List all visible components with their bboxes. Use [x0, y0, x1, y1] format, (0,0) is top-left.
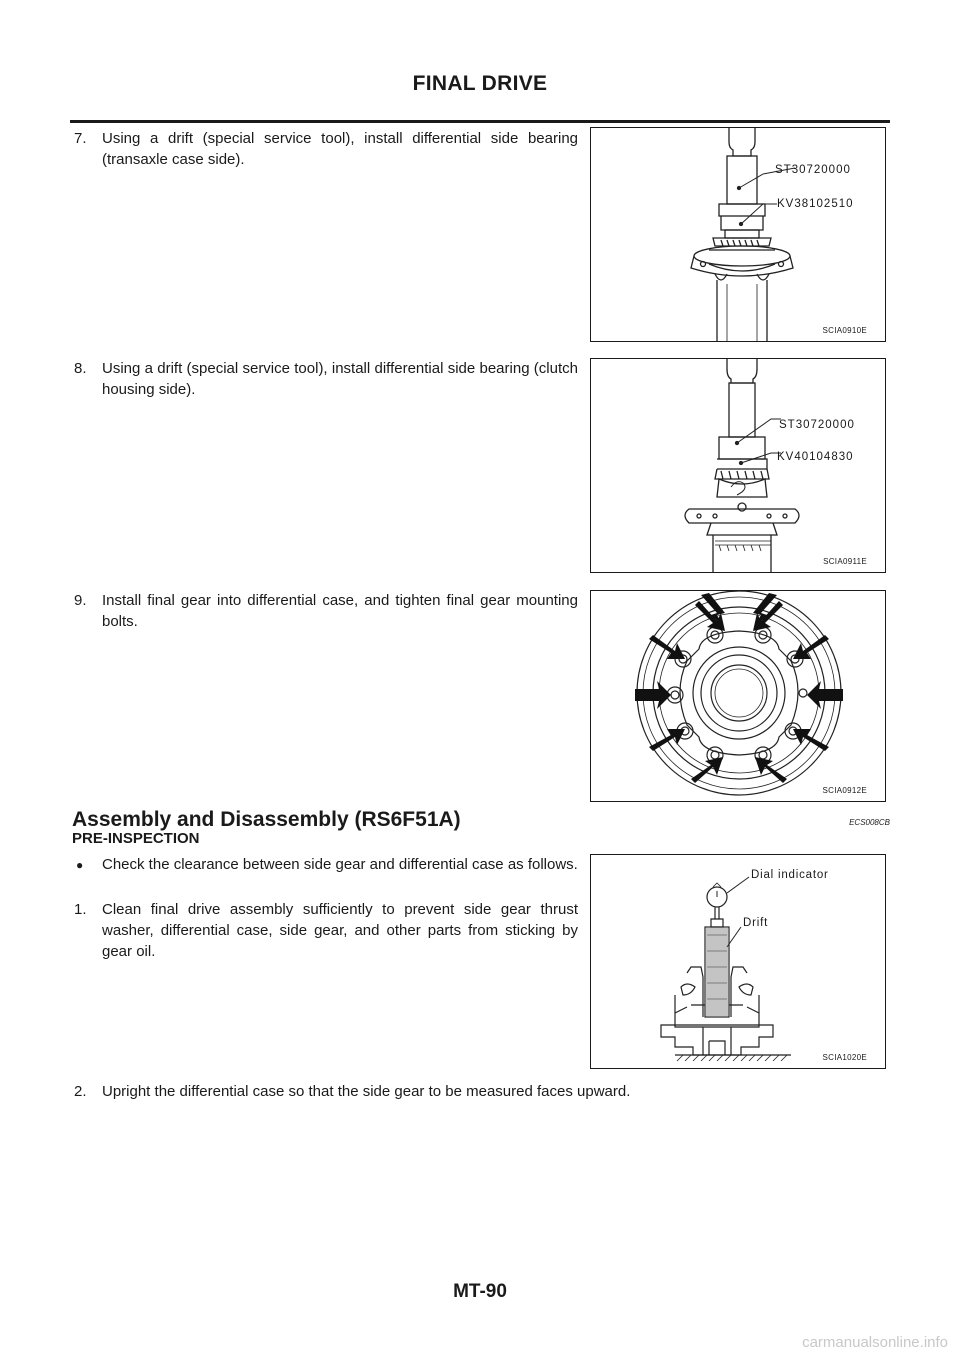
- step-text: Using a drift (special service tool), install differential side bearing (transaxle case side).: [102, 130, 578, 168]
- drift-illustration: [591, 128, 885, 341]
- step-text: Using a drift (special service tool), install differential side bearing (clutch housing side).: [102, 360, 578, 398]
- header-rule: [70, 120, 890, 123]
- step-text: Clean final drive assembly sufficiently to prevent side gear thrust washer, differential case, side gear, and other parts from sticking by gear oil.: [102, 901, 578, 960]
- dial-indicator-illustration: [591, 855, 885, 1068]
- final-gear-illustration: [591, 591, 885, 801]
- section-code: ECS008CB: [849, 818, 890, 827]
- step-text: Install final gear into differential case, and tighten final gear mounting bolts.: [102, 592, 578, 630]
- page-header-title: FINAL DRIVE: [412, 72, 548, 95]
- page-number: MT-90: [453, 1281, 507, 1302]
- subheading-pre-inspection: PRE-INSPECTION: [72, 830, 200, 847]
- step-number: 7.: [74, 130, 87, 147]
- section-title: Assembly and Disassembly (RS6F51A): [72, 808, 461, 831]
- watermark: carmanualsonline.info: [802, 1334, 948, 1351]
- bullet-symbol: ●: [76, 858, 84, 872]
- bullet-text: Check the clearance between side gear and differential case as follows.: [102, 856, 578, 873]
- figure-code: SCIA0910E: [822, 326, 867, 335]
- figure-dial-indicator: [590, 854, 886, 1069]
- figure-drift-transaxle-side: [590, 127, 886, 342]
- step-text: Upright the differential case so that the side gear to be measured faces upward.: [102, 1083, 631, 1100]
- figure-final-gear-bolts: [590, 590, 886, 802]
- drift-label: Drift: [743, 917, 769, 929]
- drift-illustration: [591, 359, 885, 572]
- step-number: 1.: [74, 901, 87, 918]
- step-number: 8.: [74, 360, 87, 377]
- step-number: 9.: [74, 592, 87, 609]
- inspection-step-2: [74, 1081, 874, 1102]
- inspection-step-1: [74, 899, 578, 962]
- figure-code: SCIA0911E: [823, 557, 867, 566]
- step-7: [74, 128, 578, 170]
- bullet-item: [74, 854, 578, 875]
- step-8: [74, 358, 578, 400]
- figure-code: SCIA1020E: [822, 1053, 867, 1062]
- figure-code: SCIA0912E: [822, 786, 867, 795]
- tool-label: ST30720000: [779, 419, 855, 431]
- dial-indicator-label: Dial indicator: [751, 869, 829, 881]
- step-9: [74, 590, 578, 632]
- figure-drift-clutch-side: [590, 358, 886, 573]
- tool-label: ST30720000: [775, 164, 851, 176]
- tool-label: KV38102510: [777, 198, 854, 210]
- tool-label: KV40104830: [777, 451, 854, 463]
- step-number: 2.: [74, 1083, 87, 1100]
